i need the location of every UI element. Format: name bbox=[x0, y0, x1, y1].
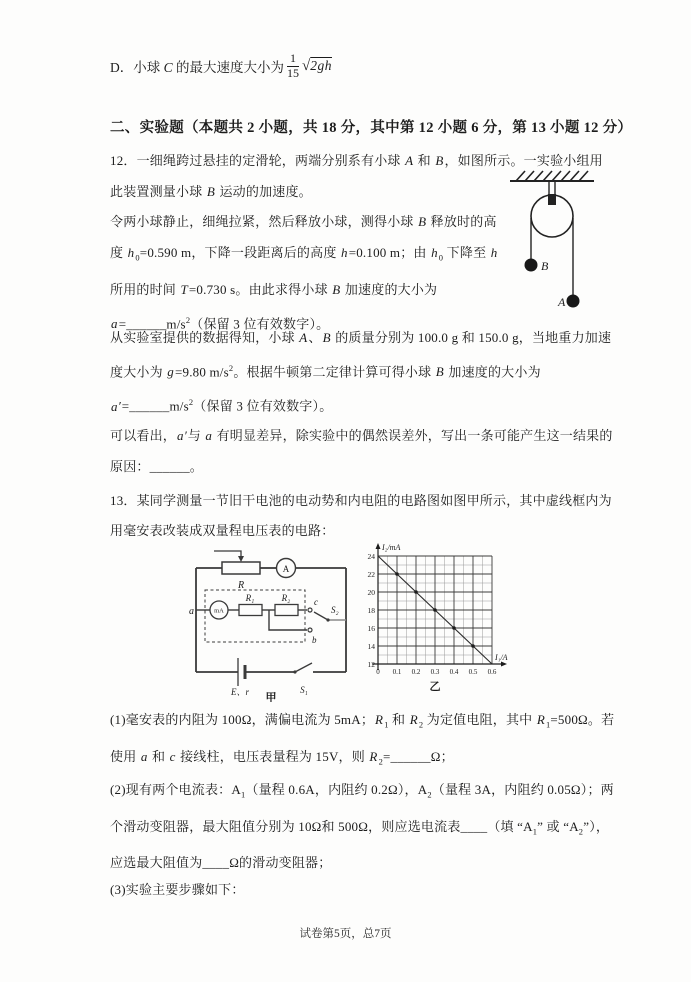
resistor-r2-box bbox=[275, 605, 298, 616]
x-tick-labels bbox=[376, 668, 497, 676]
svg-text:22: 22 bbox=[367, 570, 375, 579]
rheostat-label: R bbox=[237, 580, 245, 591]
svg-text:0.6: 0.6 bbox=[487, 668, 497, 676]
svg-text:18: 18 bbox=[367, 606, 375, 615]
resistor-r2-label: R₂ bbox=[281, 593, 291, 603]
terminal-a-label: a bbox=[189, 606, 194, 617]
svg-text:0.3: 0.3 bbox=[430, 668, 440, 676]
fraction-denominator: 15 bbox=[287, 65, 300, 80]
option-d-text: D．小球 C 的最大速度大小为 bbox=[110, 60, 285, 76]
svg-text:12: 12 bbox=[367, 660, 375, 669]
s2-lever bbox=[314, 612, 328, 620]
svg-text:0.1: 0.1 bbox=[392, 668, 402, 676]
ball-a bbox=[567, 295, 580, 308]
terminal-b bbox=[308, 628, 312, 632]
circuit-figure bbox=[182, 546, 360, 702]
question-12-paragraph-1: 令两小球静止，细绳拉紧，然后释放小球，测得小球 B 释放时的高度 $h_0=0.590$ m，下降一段距离后的高度 h=0.100 m；由 $h_0$ 下降至 h 所用的时间 T=0.730 s。由此求得小球 B 加速度的大小为 $a=\_\_\_\_\_\_m/s^2$（保留 3 位有效数字）。 bbox=[110, 214, 498, 331]
ball-a-label: A bbox=[558, 295, 566, 309]
fraction-1-15 bbox=[287, 52, 299, 81]
page-footer: 试卷第5页，总7页 bbox=[299, 928, 392, 940]
question-12-paragraph-3: 可以看出，a′与 a 有明显差异，除实验中的偶然误差外，写出一条可能产生这一结果的原因：______。 bbox=[110, 428, 613, 474]
question-13-part-3: (3)实验主要步骤如下： bbox=[110, 882, 245, 897]
ammeter-label: A bbox=[282, 564, 290, 574]
resistor-r1-label: R₁ bbox=[245, 593, 255, 603]
svg-text:0.4: 0.4 bbox=[449, 668, 459, 676]
svg-text:24: 24 bbox=[367, 552, 375, 561]
switch-s2-label: S₂ bbox=[331, 605, 339, 615]
circuit-caption: 甲 bbox=[265, 692, 277, 702]
question-13-part-2: (2)现有两个电流表：$A_1$（量程 0.6A，内阻约 0.2Ω），$A_2$（量程 3A，内阻约 0.05Ω）；两个滑动变阻器，最大阻值分别为 10Ω和 500Ω，则应选电流表____（填 “$A_1$” 或 “$A_2$”），应选最大阻值为____Ω的滑动变阻器； bbox=[110, 782, 614, 871]
svg-text:0.2: 0.2 bbox=[411, 668, 421, 676]
x-axis-arrow bbox=[501, 662, 507, 667]
graph-xlabel: I₁/A bbox=[495, 653, 508, 662]
resistor-r1-box bbox=[239, 605, 262, 616]
terminal-c-label: c bbox=[314, 597, 318, 607]
y-tick-labels bbox=[368, 552, 376, 669]
battery-label: E、r bbox=[230, 687, 250, 697]
question-12-paragraph-2: 从实验室提供的数据得知，小球 A、B 的质量分别为 100.0 g 和 150.0 g，当地重力加速度大小为 g=9.80 $m/s^2$。根据牛顿第二定律计算可得小球 B 加速度的大小为 $a'=\_\_\_\_\_\_m/s^2$（保留 3 位有效数字）。 bbox=[110, 330, 612, 414]
graph-figure bbox=[352, 540, 510, 698]
terminal-c bbox=[308, 608, 312, 612]
sqrt-radicand: 2gh bbox=[310, 57, 332, 73]
milliammeter-label: mA bbox=[214, 607, 224, 615]
circuit-wires bbox=[196, 568, 346, 672]
question-12-intro: 12．一细绳跨过悬挂的定滑轮，两端分别系有小球 A 和 B，如图所示。一实验小组用此装置测量小球 B 运动的加速度。 bbox=[110, 153, 603, 199]
graph-caption: 乙 bbox=[429, 681, 441, 693]
fraction-numerator: 1 bbox=[287, 52, 299, 67]
rheostat-slider bbox=[214, 551, 241, 557]
svg-text:14: 14 bbox=[367, 642, 375, 651]
svg-text:0: 0 bbox=[376, 668, 380, 676]
rheostat-box bbox=[222, 562, 260, 574]
terminal-b-label: b bbox=[312, 635, 317, 645]
svg-text:0.5: 0.5 bbox=[468, 668, 478, 676]
svg-text:20: 20 bbox=[367, 588, 375, 597]
s1-lever bbox=[295, 663, 312, 672]
ball-b bbox=[525, 259, 538, 272]
graph-ylabel: I₂/mA bbox=[382, 543, 401, 552]
ceiling-hatching bbox=[516, 171, 588, 181]
ball-b-label: B bbox=[541, 259, 549, 273]
question-13-part-1: (1)毫安表的内阻为 100Ω，满偏电流为 5mA；$R_1$ 和 $R_2$ 为定值电阻，其中 $R_1=500\Omega$。若使用 a 和 c 接线柱，电压表量程为 15V，则 $R_2=\_\_\_\_\_\_\Omega$； bbox=[110, 712, 615, 767]
pulley-figure bbox=[492, 166, 610, 316]
section-header: 二、实验题（本题共 2 小题，共 18 分，其中第 12 小题 6 分，第 13 小题 12 分） bbox=[110, 120, 633, 136]
y-axis-arrow bbox=[376, 543, 381, 549]
option-d-line bbox=[110, 52, 332, 81]
question-13-intro: 13．某同学测量一节旧干电池的电动势和内电阻的电路图如图甲所示，其中虚线框内为用毫安表改装成双量程电压表的电路： bbox=[110, 493, 612, 538]
svg-text:16: 16 bbox=[367, 624, 375, 633]
sqrt-expression: √2gh bbox=[302, 57, 332, 74]
rheostat-slider-arrow bbox=[238, 556, 244, 562]
voltmeter-branch-wires bbox=[196, 607, 307, 630]
switch-s1-label: S₁ bbox=[300, 685, 308, 695]
